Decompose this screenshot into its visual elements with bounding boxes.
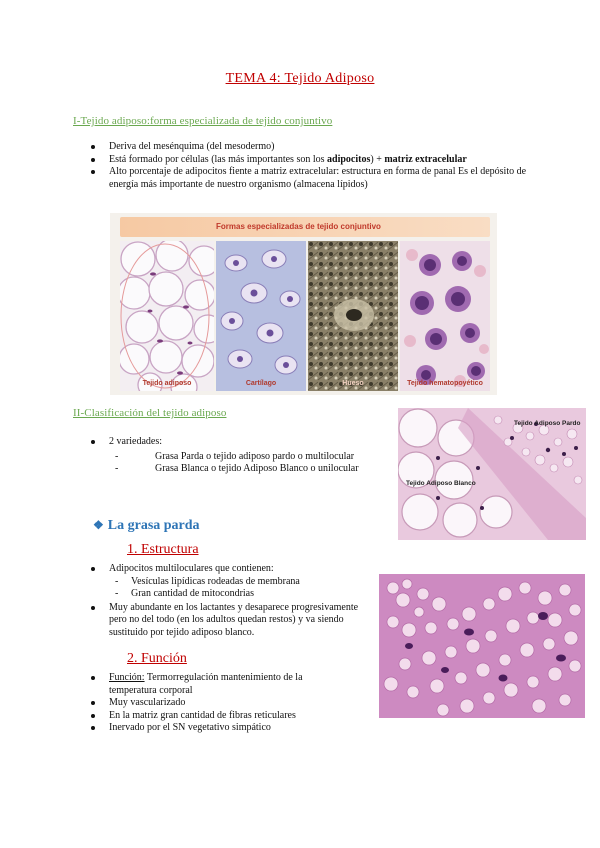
variety-sublist [109, 451, 391, 476]
brown-fat-micrograph-image [379, 574, 585, 718]
label-tejido-blanco: Tejido Adiposo Blanco [406, 480, 476, 487]
list-item [109, 588, 371, 601]
bone-micrograph [308, 241, 398, 391]
cartilage-micrograph [216, 241, 306, 391]
section-heading-2: II-Clasificación del tejido adiposo [73, 407, 227, 419]
bullet-text: Muy abundante en los lactantes y desaparece progresivamente pero no del todo (en los adultos quedan restos) y va siendo sustituido por tejido adiposo blanco. [109, 601, 359, 638]
bone-panel [308, 241, 398, 391]
document-title: TEMA 4: Tejido Adiposo [225, 71, 375, 86]
bullet-text: En la matriz gran cantidad de fibras reticulares [109, 709, 296, 721]
bullet-text: Está formado por células (las más importantes son los [109, 153, 325, 165]
section-heading-1: I-Tejido adiposo:forma especializada de tejido conjuntivo [73, 115, 333, 127]
bullet-text: Adipocitos multiloculares que contienen: [109, 563, 274, 574]
adipose-micrograph [120, 241, 214, 391]
estructura-bullet-list [91, 563, 371, 639]
list-item [91, 166, 531, 191]
bullet-text: ) + [370, 153, 385, 165]
figure-label-cartilage: Cartílago [245, 380, 277, 387]
label-tejido-pardo: Tejido Adiposo Pardo [514, 420, 581, 427]
list-item [91, 697, 351, 710]
cartilage-panel [216, 241, 306, 391]
figure-header: Formas especializadas de tejido conjuntivo [120, 217, 490, 237]
list-item [91, 710, 351, 723]
underlined-term: Función: [109, 672, 145, 683]
heading-text: La grasa parda [107, 518, 200, 533]
list-item [91, 436, 391, 476]
bullet-text: Inervado por el SN vegetativo simpático [109, 722, 271, 733]
list-item [91, 563, 371, 601]
list-item [109, 463, 391, 476]
bold-term: adipocitos [327, 153, 371, 165]
section1-bullet-list [91, 141, 531, 191]
bullet-text: Muy vascularizado [109, 697, 186, 708]
figure-label-adipose: Tejido adiposo [142, 380, 192, 387]
bullet-text: Grasa Parda o tejido adiposo pardo o multilocular [155, 450, 355, 462]
grasa-parda-heading [93, 518, 200, 534]
funcion-heading: 2. Función [127, 651, 187, 666]
tissue-figure [110, 213, 497, 395]
adipose-comparison-micrograph [398, 408, 586, 540]
list-item [91, 154, 531, 167]
list-item [91, 141, 531, 154]
bullet-text: Grasa Blanca o tejido Adiposo Blanco o unilocular [155, 463, 359, 474]
list-item [109, 451, 391, 464]
bullet-text: Deriva del mesénquima (del mesodermo) [109, 141, 275, 152]
list-item [91, 722, 351, 735]
brown-white-adipose-image [398, 408, 586, 540]
hematopoietic-panel [400, 241, 490, 391]
list-item [91, 602, 371, 640]
adipose-panel [120, 241, 214, 391]
estructura-sublist [109, 576, 371, 601]
hematopoietic-micrograph [400, 241, 490, 391]
bullet-text: 2 variedades: [109, 436, 163, 447]
figure-label-bone: Hueso [342, 380, 364, 387]
bullet-text: Vesículas lipídicas rodeadas de membrana [131, 575, 300, 587]
bullet-text: Termorregulación mantenimiento de la temperatura corporal [109, 672, 303, 696]
bullet-text: Gran cantidad de mitocondrias [131, 588, 255, 599]
funcion-bullet-list [91, 672, 351, 735]
estructura-heading: 1. Estructura [127, 542, 199, 557]
bold-term: matriz extracelular [384, 153, 467, 165]
brown-fat-micrograph [379, 574, 585, 718]
bullet-text: Alto porcentaje de adipocitos fiente a matriz extracelular: estructura en forma de panal Es el depósito de energía más importante de nuestro organismo (almacena lípidos) [109, 166, 527, 190]
list-item [109, 576, 371, 589]
diamond-bullet-icon: ❖ [93, 518, 104, 532]
list-item [91, 672, 351, 697]
section2-bullet-list [91, 436, 391, 476]
figure-label-hematopoietic: Tejido hematopoyético [407, 380, 483, 387]
